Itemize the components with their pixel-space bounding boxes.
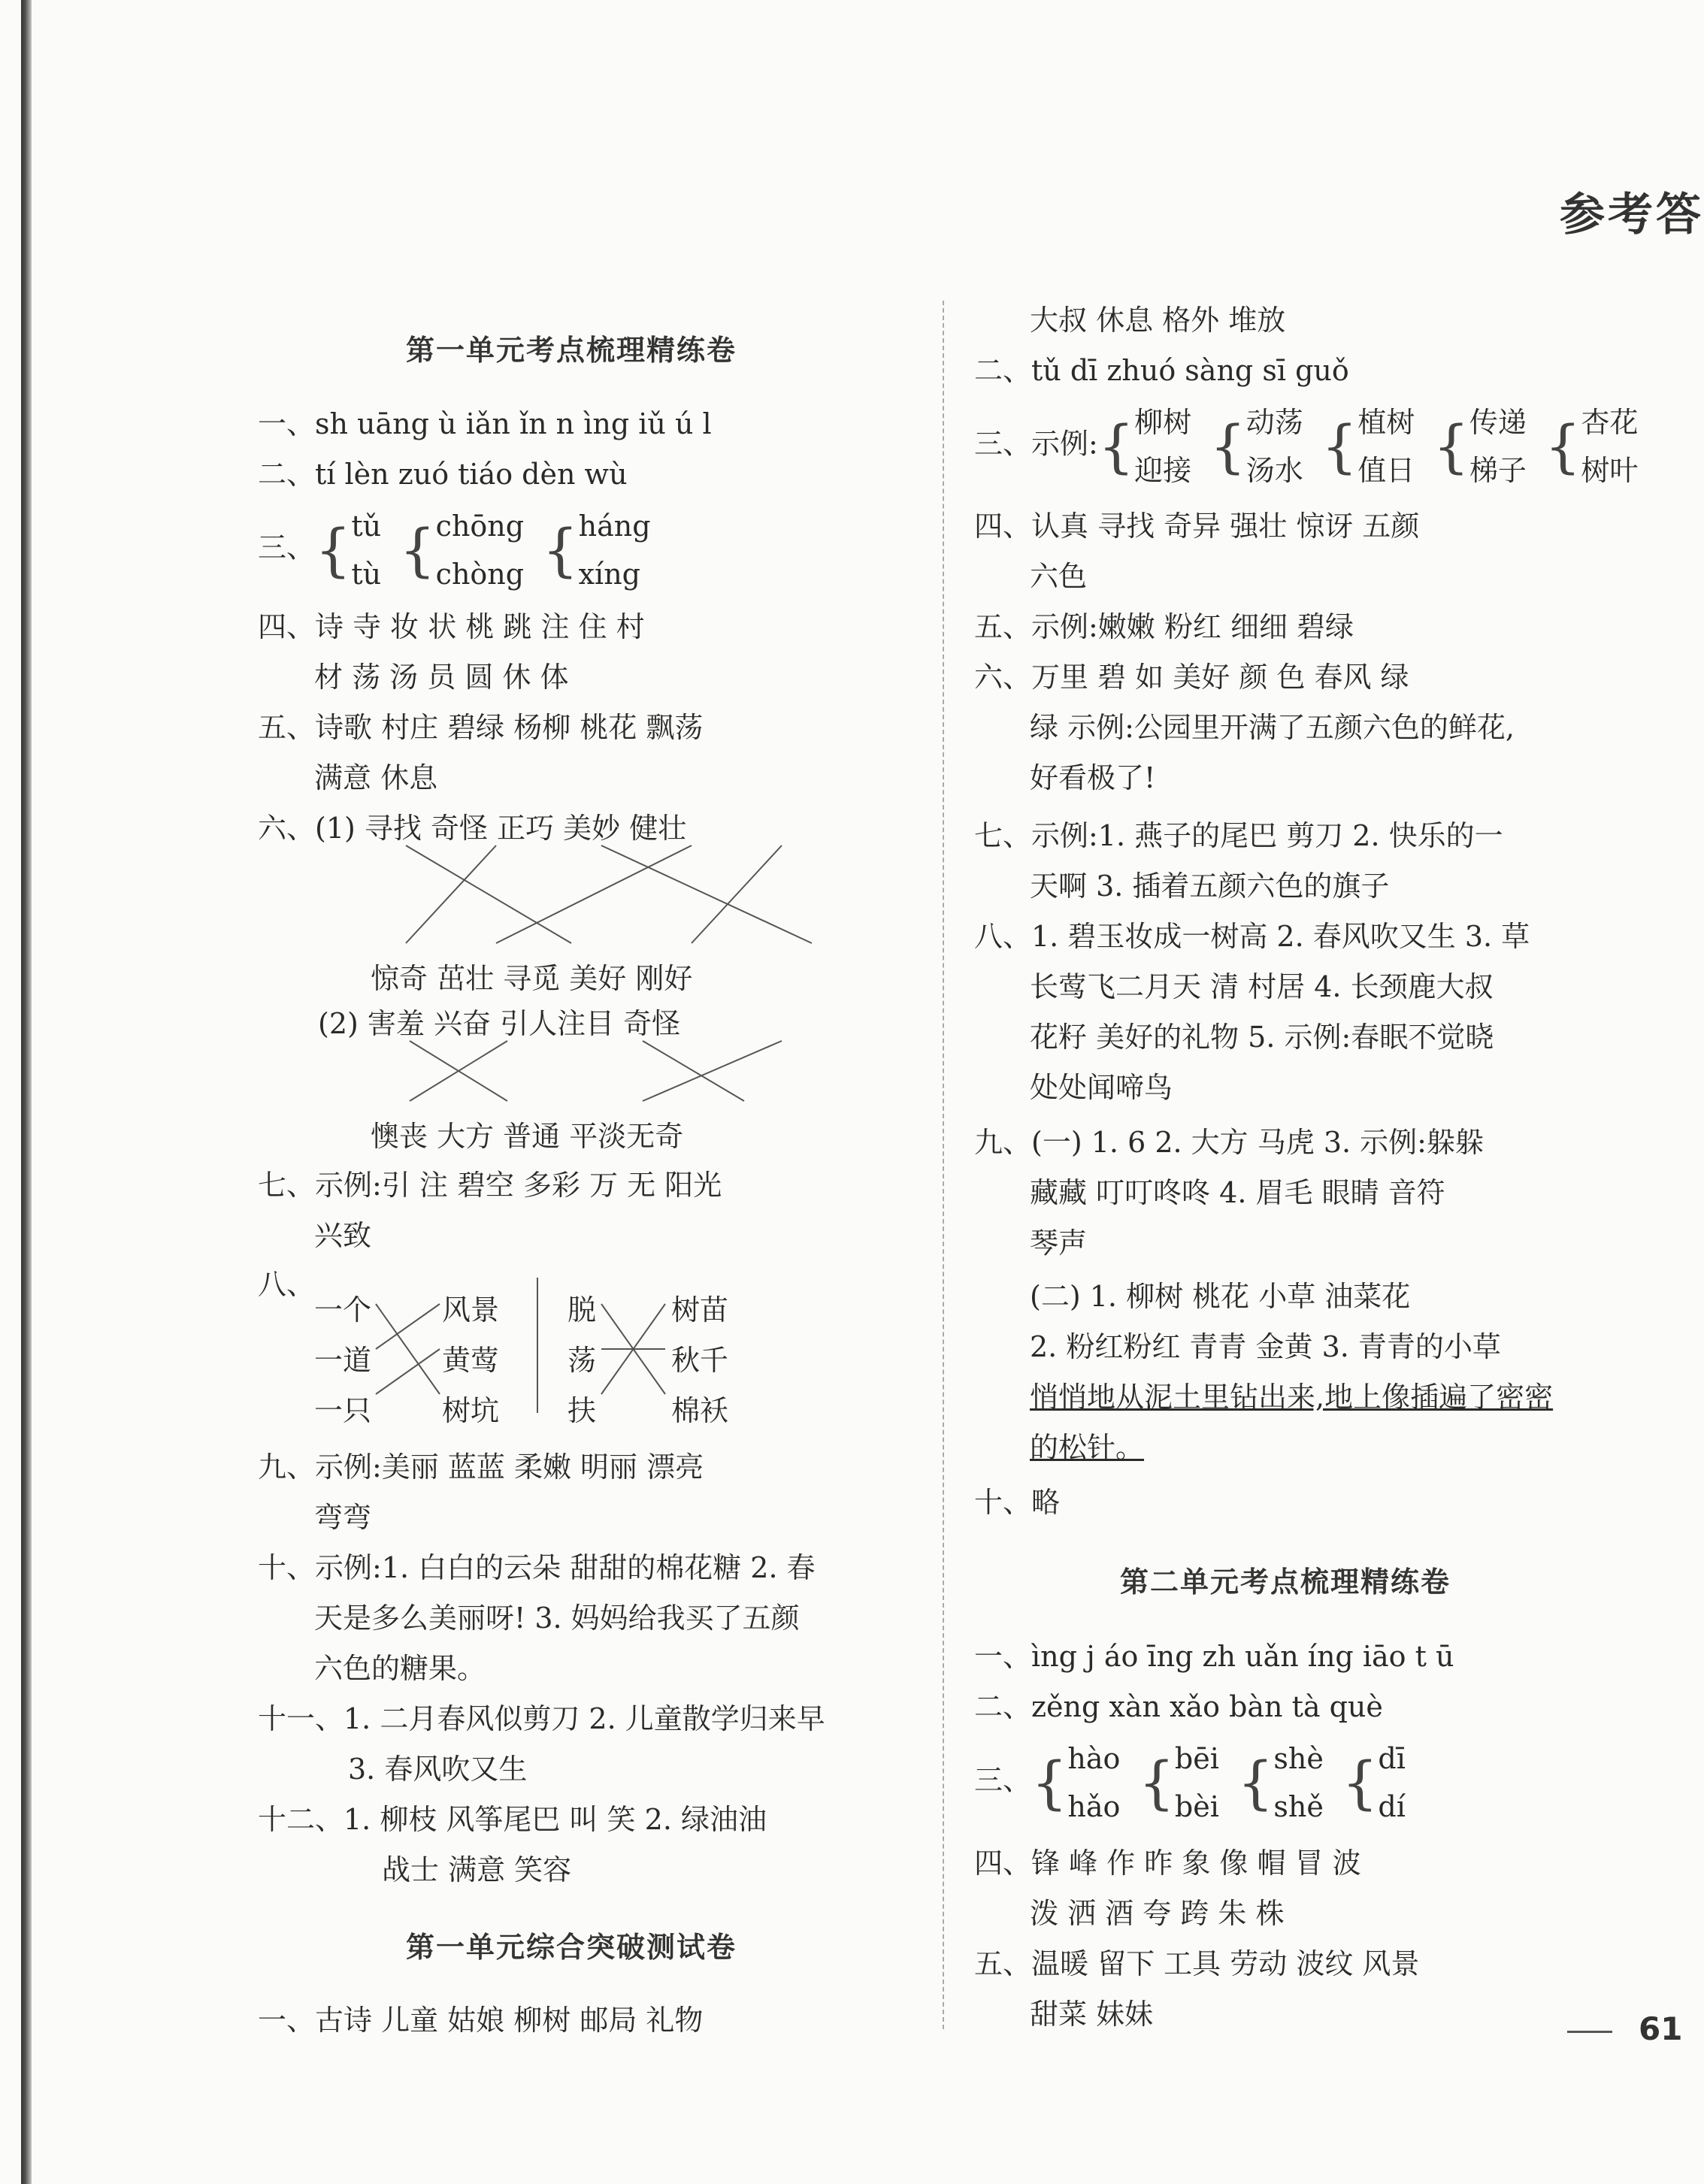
pinyin: bēi [1174,1742,1219,1775]
pinyin: chòng [435,558,525,591]
answer-line: 琴声 [1030,1227,1088,1260]
word-pair [1357,398,1415,495]
answer-line: 绿 示例:公园里开满了五颜六色的鲜花, [1030,711,1515,744]
match-item: 一个 [314,1293,372,1326]
match-item: 脱 [567,1293,597,1326]
match-item: 扶 [567,1394,597,1427]
answer-line: 八、1. 碧玉妆成一树高 2. 春风吹又生 3. 草 [974,920,1530,953]
brace-icon: { [315,516,352,583]
match-item: 棉袄 [671,1394,729,1427]
answer-line: 十二、1. 柳枝 风筝尾巴 叫 笑 2. 绿油油 [258,1803,767,1836]
answer-line: 处处闻啼鸟 [1030,1071,1173,1104]
pinyin-pair [1378,1735,1405,1831]
answer-brace-group [974,1735,1406,1831]
brace-icon: { [1138,1749,1175,1816]
word: 柳树 [1134,406,1192,439]
match-item: 树坑 [442,1394,500,1427]
match-item: 荡 [567,1344,597,1377]
brace-icon: { [1237,1749,1274,1816]
pinyin: tǔ [351,510,382,543]
answer-line: 五、温暖 留下 工具 劳动 波纹 风景 [974,1947,1420,1980]
answer-line: 战士 满意 笑容 [382,1853,572,1886]
pinyin: dī [1378,1742,1406,1775]
brace-icon: { [1433,413,1469,479]
word: 杏花 [1581,406,1639,439]
brace-icon: { [1097,413,1135,479]
answer-line: 二、zěng xàn xǎo bàn tà què [974,1690,1383,1723]
answer-line: (2) 害羞 兴奋 引人注目 奇怪 [318,1007,681,1040]
answer-line: 六、(1) 寻找 奇怪 正巧 美妙 健壮 [258,812,687,845]
section-title: 第一单元考点梳理精练卷 [406,334,737,367]
answer-line: 五、示例:嫩嫩 粉红 细细 碧绿 [974,610,1354,643]
question-label: 三、 [258,531,316,564]
match-item: 黄莺 [442,1344,500,1377]
answer-line: 甜菜 妹妹 [1030,1998,1154,2031]
pinyin-pair [1067,1735,1120,1831]
match-item: 风景 [442,1293,500,1326]
brace-icon: { [1209,413,1246,479]
answer-line: 一、sh uāng ù iǎn ǐn n ìng iǔ ú l [258,407,712,440]
answer-line: 兴致 [314,1219,372,1252]
answer-line: 天啊 3. 插着五颜六色的旗子 [1030,870,1390,903]
match-item: 秋千 [671,1344,729,1377]
pinyin: chōng [435,510,525,543]
question-label: 三、 [974,1763,1032,1797]
word-pair [1246,398,1303,495]
answer-line: 花籽 美好的礼物 5. 示例:春眠不觉晓 [1030,1021,1494,1054]
answer-line: 十、示例:1. 白白的云朵 甜甜的棉花糖 2. 春 [258,1551,816,1584]
word-pair [1581,398,1638,495]
answer-line: 惊奇 茁壮 寻觅 美好 刚好 [371,962,693,995]
answer-line: 天是多么美丽呀! 3. 妈妈给我买了五颜 [314,1602,800,1635]
page-header: 参考答 [1560,189,1704,241]
brace-icon: { [1321,413,1358,479]
answer-line: 六色 [1030,560,1088,593]
pinyin: háng [578,510,651,543]
answer-line: 好看极了! [1030,761,1156,794]
answer-line: 九、示例:美丽 蓝蓝 柔嫩 明丽 漂亮 [258,1450,704,1484]
match-item: 树苗 [671,1293,729,1326]
answer-line: 二、tí lèn zuó tiáo dèn wù [258,458,628,491]
pinyin: hǎo [1067,1790,1121,1823]
answer-line: 二、tǔ dī zhuó sàng sī guǒ [974,354,1349,387]
answer-line: 五、诗歌 村庄 碧绿 杨柳 桃花 飘荡 [258,711,704,744]
answer-line: 四、锋 峰 作 昨 象 像 帽 冒 波 [974,1847,1361,1880]
match-column [671,1285,728,1436]
answer-line: 四、诗 寺 妆 状 桃 跳 注 住 村 [258,610,645,643]
question-label: 八、 [258,1268,316,1301]
page-number-rule [1567,2031,1612,2033]
answer-line: 的松针。 [1030,1431,1145,1464]
answer-line: 六、万里 碧 如 美好 颜 色 春风 绿 [974,661,1409,694]
brace-icon: { [399,516,436,583]
brace-icon: { [1342,1749,1379,1816]
answer-line: 藏藏 叮叮咚咚 4. 眉毛 眼睛 音符 [1030,1176,1445,1209]
brace-icon: { [542,516,579,583]
match-item: 一道 [314,1344,372,1377]
match-column [442,1285,499,1436]
word: 迎接 [1134,454,1192,487]
word: 梯子 [1469,454,1527,487]
pinyin-pair [1175,1735,1219,1831]
answer-line: 3. 春风吹又生 [348,1753,528,1786]
answer-line: 四、认真 寻找 奇异 强壮 惊讶 五颜 [974,510,1420,543]
page-number: 61 [1639,2010,1683,2047]
answer-line: 一、古诗 儿童 姑娘 柳树 邮局 礼物 [258,2004,704,2037]
pinyin: xíng [578,558,641,591]
answer-line: 六色的糖果。 [314,1652,486,1685]
pinyin: shè [1273,1742,1324,1775]
answer-line: 一、ìng j áo īng zh uǎn íng iāo t ū [974,1640,1454,1673]
answer-line: 懊丧 大方 普通 平淡无奇 [371,1120,684,1153]
brace-icon: { [1545,413,1581,479]
word: 动荡 [1245,406,1303,439]
answer-line: 悄悄地从泥土里钻出来,地上像插遍了密密 [1030,1381,1554,1414]
pinyin-pair [1273,1735,1323,1831]
section-title: 第一单元综合突破测试卷 [406,1931,737,1964]
answer-line: 满意 休息 [314,761,438,794]
answer-line: 七、示例:1. 燕子的尾巴 剪刀 2. 快乐的一 [974,819,1503,852]
answer-line: 弯弯 [314,1501,372,1534]
pinyin: bèi [1174,1790,1219,1823]
pinyin: dí [1378,1790,1406,1823]
answer-line: 泼 洒 酒 夸 跨 朱 株 [1030,1897,1285,1930]
word: 植树 [1357,406,1415,439]
question-label: 三、示例: [974,427,1098,461]
answer-line: 十一、1. 二月春风似剪刀 2. 儿童散学归来早 [258,1702,825,1735]
match-column [314,1285,371,1436]
answer-line: 七、示例:引 注 碧空 多彩 万 无 阳光 [258,1169,722,1202]
answer-line: (二) 1. 柳树 桃花 小草 油菜花 [1030,1280,1411,1313]
answer-line: 2. 粉红粉红 青青 金黄 3. 青青的小草 [1030,1330,1501,1363]
word: 传递 [1469,406,1527,439]
section-title: 第二单元考点梳理精练卷 [1120,1565,1451,1599]
answer-brace-group [974,398,1638,495]
match-item: 一只 [314,1394,372,1427]
word: 树叶 [1581,454,1639,487]
answer-line: 大叔 休息 格外 堆放 [1030,304,1286,337]
word-pair [1134,398,1191,495]
pinyin: tù [351,558,382,591]
answer-line: 材 荡 汤 员 圆 休 体 [314,661,569,694]
brace-icon: { [1031,1749,1068,1816]
answer-line: 九、(一) 1. 6 2. 大方 马虎 3. 示例:躲躲 [974,1126,1484,1159]
match-column [567,1285,596,1436]
word: 汤水 [1245,454,1303,487]
pinyin: shě [1273,1790,1324,1823]
answer-line: 十、略 [974,1486,1061,1519]
word-pair [1469,398,1527,495]
answer-line: 长莺飞二月天 清 村居 4. 长颈鹿大叔 [1030,970,1494,1003]
pinyin: hào [1067,1742,1121,1775]
word: 值日 [1357,454,1415,487]
